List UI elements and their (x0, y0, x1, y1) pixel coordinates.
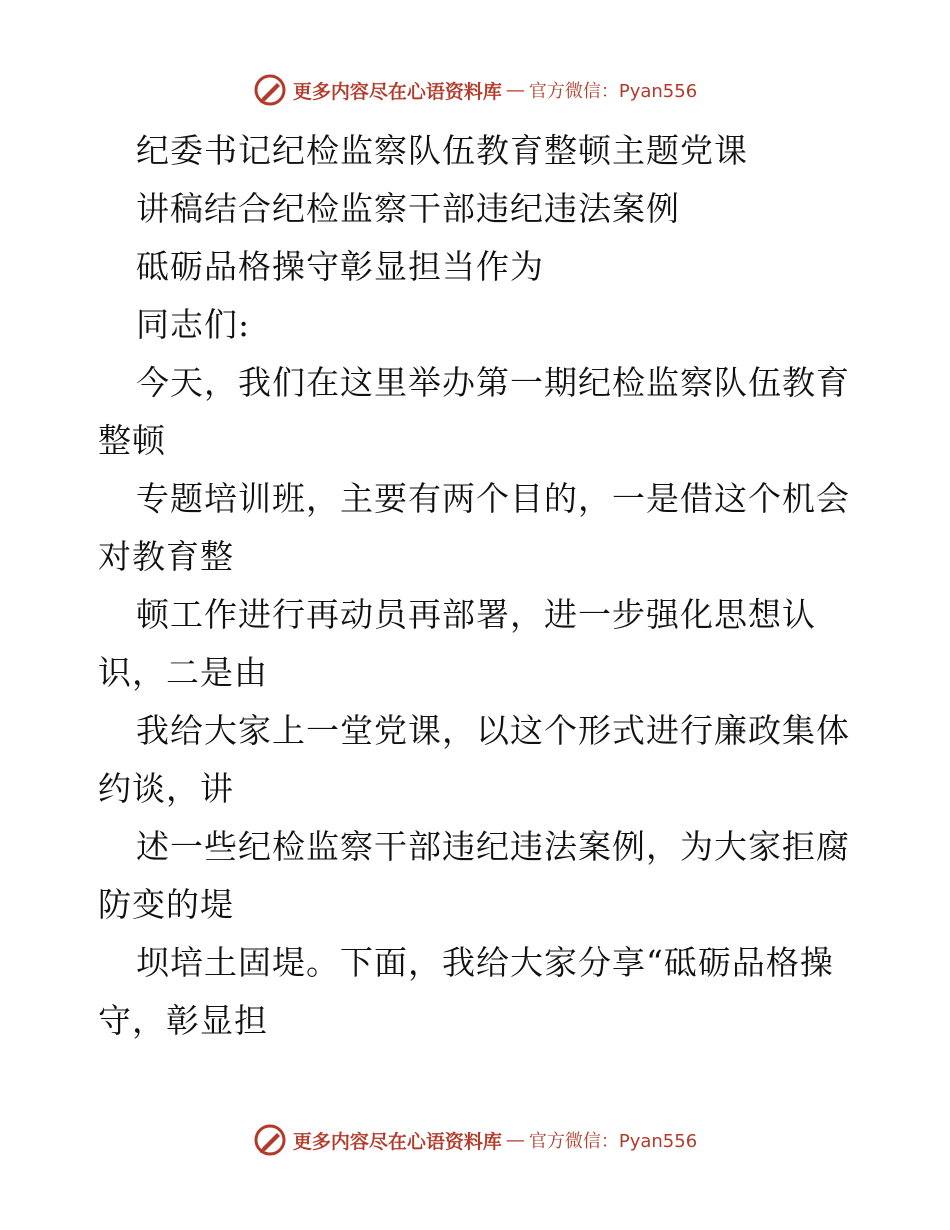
doc-line: 讲稿结合纪检监察干部违纪违法案例 (136, 189, 680, 228)
watermark-wechat: 官方微信：Pyan556 (528, 1131, 698, 1152)
doc-line: 专题培训班，主要有两个目的，一是借这个机会 (136, 479, 850, 518)
doc-line: 纪委书记纪检监察队伍教育整顿主题党课 (136, 131, 748, 170)
doc-line: 顿工作进行再动员再部署，进一步强化思想认 (136, 595, 816, 634)
pen-logo-icon (253, 1123, 287, 1157)
footer-watermark (0, 1120, 950, 1160)
doc-line: 对教育整 (98, 537, 234, 576)
doc-line: 识，二是由 (98, 653, 268, 692)
doc-line: 防变的堤 (98, 885, 234, 924)
doc-line: 坝培土固堤。下面，我给大家分享“砥砺品格操 (136, 943, 834, 982)
doc-line: 今天，我们在这里举办第一期纪检监察队伍教育 (136, 363, 850, 402)
watermark-text: 更多内容尽在心语资料库 (292, 80, 502, 103)
header-watermark (0, 70, 950, 110)
watermark-separator: — (505, 79, 525, 101)
doc-line: 整顿 (98, 421, 166, 460)
doc-line: 约谈，讲 (98, 769, 234, 808)
doc-line: 述一些纪检监察干部违纪违法案例，为大家拒腐 (136, 827, 850, 866)
watermark-text: 更多内容尽在心语资料库 (292, 1130, 502, 1153)
watermark-separator: — (505, 1129, 525, 1151)
doc-line: 砥砺品格操守彰显担当作为 (136, 247, 544, 286)
doc-line: 我给大家上一堂党课，以这个形式进行廉政集体 (136, 711, 850, 750)
doc-line: 同志们: (136, 305, 251, 344)
watermark-wechat: 官方微信：Pyan556 (528, 81, 698, 102)
pen-logo-icon (253, 73, 287, 107)
doc-line: 守，彰显担 (98, 1001, 268, 1040)
document-body (98, 122, 858, 1050)
